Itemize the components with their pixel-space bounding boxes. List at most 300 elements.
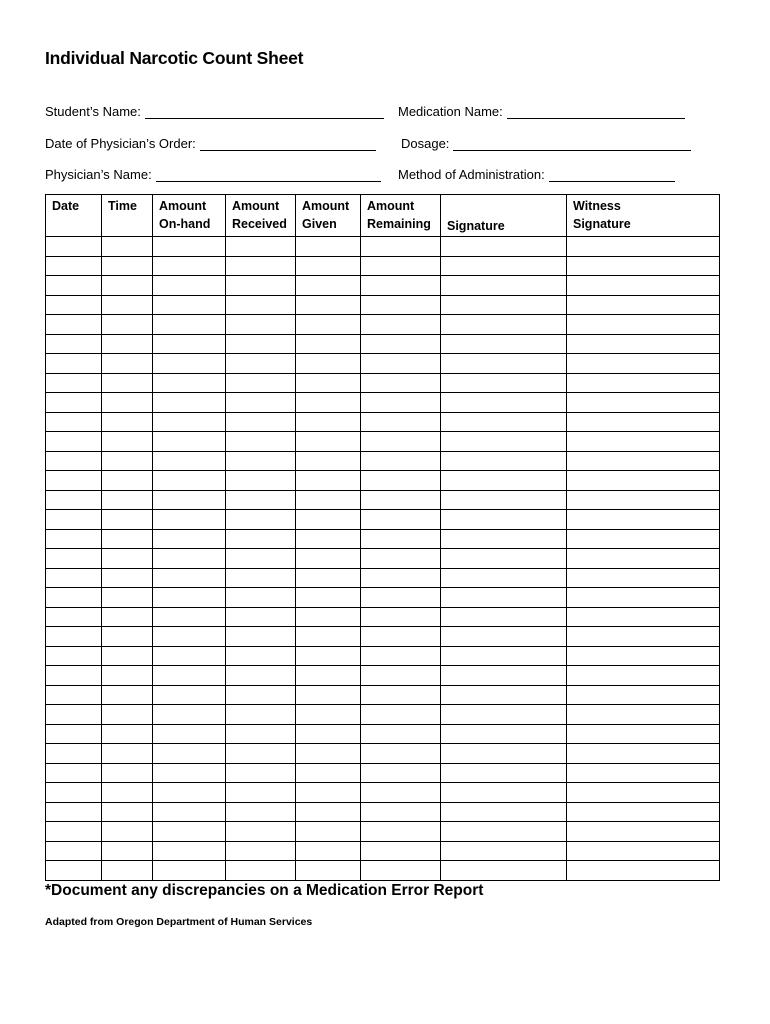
cell-amount-given[interactable] [296, 471, 361, 491]
cell-signature[interactable] [441, 841, 567, 861]
cell-date[interactable] [46, 432, 102, 452]
cell-amount-given[interactable] [296, 490, 361, 510]
cell-amount-given[interactable] [296, 315, 361, 335]
cell-amount-received[interactable] [226, 373, 296, 393]
cell-witness-signature[interactable] [567, 354, 720, 374]
cell-time[interactable] [102, 471, 153, 491]
cell-time[interactable] [102, 822, 153, 842]
cell-amount-given[interactable] [296, 373, 361, 393]
cell-time[interactable] [102, 529, 153, 549]
header-amount-given-line2: Given [302, 217, 337, 231]
cell-amount-given[interactable] [296, 510, 361, 530]
cell-amount-received[interactable] [226, 510, 296, 530]
cell-amount-remaining[interactable] [361, 276, 441, 296]
cell-date[interactable] [46, 763, 102, 783]
cell-witness-signature[interactable] [567, 705, 720, 725]
cell-signature[interactable] [441, 568, 567, 588]
cell-amount-on-hand[interactable] [153, 744, 226, 764]
cell-witness-signature[interactable] [567, 861, 720, 881]
physician-name-field[interactable] [45, 167, 381, 182]
cell-witness-signature[interactable] [567, 822, 720, 842]
cell-amount-on-hand[interactable] [153, 783, 226, 803]
cell-signature[interactable] [441, 588, 567, 608]
cell-time[interactable] [102, 237, 153, 257]
date-of-order-line[interactable] [200, 138, 376, 151]
cell-amount-given[interactable] [296, 841, 361, 861]
cell-signature[interactable] [441, 412, 567, 432]
cell-signature[interactable] [441, 685, 567, 705]
cell-time[interactable] [102, 666, 153, 686]
cell-time[interactable] [102, 354, 153, 374]
cell-amount-given[interactable] [296, 354, 361, 374]
cell-time[interactable] [102, 627, 153, 647]
cell-amount-received[interactable] [226, 256, 296, 276]
header-amount-received-line1: Amount [232, 199, 280, 213]
cell-signature[interactable] [441, 627, 567, 647]
cell-date[interactable] [46, 627, 102, 647]
cell-witness-signature[interactable] [567, 841, 720, 861]
dosage-label: Dosage: [401, 136, 450, 151]
cell-witness-signature[interactable] [567, 549, 720, 569]
cell-amount-on-hand[interactable] [153, 822, 226, 842]
cell-witness-signature[interactable] [567, 237, 720, 257]
cell-date[interactable] [46, 529, 102, 549]
cell-amount-remaining[interactable] [361, 744, 441, 764]
header-amount-remaining-line2: Remaining [367, 217, 431, 231]
cell-amount-on-hand[interactable] [153, 627, 226, 647]
cell-witness-signature[interactable] [567, 627, 720, 647]
cell-time[interactable] [102, 490, 153, 510]
cell-amount-remaining[interactable] [361, 763, 441, 783]
table-row [46, 568, 720, 588]
cell-amount-received[interactable] [226, 705, 296, 725]
cell-time[interactable] [102, 256, 153, 276]
cell-amount-remaining[interactable] [361, 861, 441, 881]
cell-amount-on-hand[interactable] [153, 510, 226, 530]
cell-signature[interactable] [441, 763, 567, 783]
cell-signature[interactable] [441, 510, 567, 530]
cell-date[interactable] [46, 471, 102, 491]
medication-name-field[interactable] [398, 104, 685, 119]
cell-time[interactable] [102, 295, 153, 315]
cell-witness-signature[interactable] [567, 666, 720, 686]
table-row [46, 295, 720, 315]
cell-amount-on-hand[interactable] [153, 412, 226, 432]
cell-signature[interactable] [441, 256, 567, 276]
cell-time[interactable] [102, 802, 153, 822]
header-signature [441, 195, 567, 237]
cell-amount-given[interactable] [296, 412, 361, 432]
cell-amount-received[interactable] [226, 861, 296, 881]
cell-signature[interactable] [441, 471, 567, 491]
cell-amount-remaining[interactable] [361, 295, 441, 315]
cell-signature[interactable] [441, 822, 567, 842]
cell-amount-on-hand[interactable] [153, 724, 226, 744]
cell-witness-signature[interactable] [567, 646, 720, 666]
cell-amount-given[interactable] [296, 685, 361, 705]
table-row [46, 334, 720, 354]
cell-time[interactable] [102, 841, 153, 861]
narcotic-count-table [45, 194, 720, 881]
cell-amount-received[interactable] [226, 744, 296, 764]
cell-amount-received[interactable] [226, 627, 296, 647]
table-row [46, 490, 720, 510]
cell-amount-received[interactable] [226, 490, 296, 510]
cell-amount-given[interactable] [296, 607, 361, 627]
cell-amount-remaining[interactable] [361, 724, 441, 744]
cell-date[interactable] [46, 783, 102, 803]
cell-amount-remaining[interactable] [361, 354, 441, 374]
cell-amount-remaining[interactable] [361, 334, 441, 354]
cell-witness-signature[interactable] [567, 685, 720, 705]
cell-amount-on-hand[interactable] [153, 354, 226, 374]
cell-amount-received[interactable] [226, 432, 296, 452]
cell-signature[interactable] [441, 490, 567, 510]
cell-amount-remaining[interactable] [361, 237, 441, 257]
cell-date[interactable] [46, 744, 102, 764]
cell-amount-on-hand[interactable] [153, 471, 226, 491]
cell-amount-remaining[interactable] [361, 841, 441, 861]
cell-amount-given[interactable] [296, 295, 361, 315]
cell-date[interactable] [46, 685, 102, 705]
cell-signature[interactable] [441, 432, 567, 452]
cell-amount-on-hand[interactable] [153, 451, 226, 471]
method-of-administration-line[interactable] [549, 169, 675, 182]
cell-amount-received[interactable] [226, 315, 296, 335]
cell-amount-remaining[interactable] [361, 588, 441, 608]
cell-amount-received[interactable] [226, 724, 296, 744]
cell-witness-signature[interactable] [567, 256, 720, 276]
header-amount-on-hand-line1: Amount [159, 199, 207, 213]
method-of-administration-field[interactable] [398, 167, 675, 182]
cell-amount-received[interactable] [226, 529, 296, 549]
cell-witness-signature[interactable] [567, 744, 720, 764]
page-title: Individual Narcotic Count Sheet [45, 48, 304, 68]
cell-time[interactable] [102, 568, 153, 588]
cell-time[interactable] [102, 549, 153, 569]
cell-amount-on-hand[interactable] [153, 841, 226, 861]
cell-amount-on-hand[interactable] [153, 646, 226, 666]
cell-amount-on-hand[interactable] [153, 490, 226, 510]
table-row [46, 627, 720, 647]
table-row [46, 802, 720, 822]
cell-amount-given[interactable] [296, 237, 361, 257]
cell-date[interactable] [46, 549, 102, 569]
cell-date[interactable] [46, 802, 102, 822]
cell-amount-on-hand[interactable] [153, 276, 226, 296]
cell-amount-received[interactable] [226, 393, 296, 413]
cell-amount-remaining[interactable] [361, 529, 441, 549]
cell-time[interactable] [102, 705, 153, 725]
cell-time[interactable] [102, 432, 153, 452]
cell-amount-received[interactable] [226, 685, 296, 705]
cell-time[interactable] [102, 373, 153, 393]
cell-signature[interactable] [441, 666, 567, 686]
cell-witness-signature[interactable] [567, 802, 720, 822]
cell-amount-received[interactable] [226, 334, 296, 354]
cell-amount-received[interactable] [226, 607, 296, 627]
cell-date[interactable] [46, 841, 102, 861]
cell-amount-remaining[interactable] [361, 666, 441, 686]
cell-date[interactable] [46, 724, 102, 744]
cell-date[interactable] [46, 451, 102, 471]
cell-amount-remaining[interactable] [361, 256, 441, 276]
cell-amount-received[interactable] [226, 646, 296, 666]
cell-time[interactable] [102, 607, 153, 627]
table-body [46, 237, 720, 881]
header-amount-on-hand [153, 195, 226, 237]
physician-name-label: Physician’s Name: [45, 167, 152, 182]
cell-witness-signature[interactable] [567, 568, 720, 588]
cell-amount-remaining[interactable] [361, 451, 441, 471]
cell-amount-given[interactable] [296, 627, 361, 647]
student-name-line[interactable] [145, 106, 384, 119]
cell-signature[interactable] [441, 295, 567, 315]
cell-amount-given[interactable] [296, 744, 361, 764]
cell-amount-on-hand[interactable] [153, 237, 226, 257]
cell-amount-on-hand[interactable] [153, 295, 226, 315]
cell-date[interactable] [46, 373, 102, 393]
cell-amount-received[interactable] [226, 471, 296, 491]
cell-amount-on-hand[interactable] [153, 588, 226, 608]
header-time [102, 195, 153, 237]
dosage-line[interactable] [453, 138, 691, 151]
cell-date[interactable] [46, 237, 102, 257]
cell-amount-on-hand[interactable] [153, 607, 226, 627]
cell-date[interactable] [46, 510, 102, 530]
cell-date[interactable] [46, 861, 102, 881]
cell-date[interactable] [46, 607, 102, 627]
cell-amount-given[interactable] [296, 549, 361, 569]
cell-time[interactable] [102, 763, 153, 783]
cell-signature[interactable] [441, 373, 567, 393]
cell-amount-given[interactable] [296, 646, 361, 666]
cell-date[interactable] [46, 256, 102, 276]
cell-signature[interactable] [441, 744, 567, 764]
table-row [46, 315, 720, 335]
cell-signature[interactable] [441, 549, 567, 569]
cell-amount-given[interactable] [296, 334, 361, 354]
cell-amount-received[interactable] [226, 802, 296, 822]
cell-amount-on-hand[interactable] [153, 685, 226, 705]
cell-date[interactable] [46, 822, 102, 842]
cell-signature[interactable] [441, 315, 567, 335]
cell-amount-remaining[interactable] [361, 783, 441, 803]
cell-time[interactable] [102, 744, 153, 764]
cell-witness-signature[interactable] [567, 490, 720, 510]
cell-witness-signature[interactable] [567, 432, 720, 452]
cell-amount-received[interactable] [226, 822, 296, 842]
cell-amount-on-hand[interactable] [153, 705, 226, 725]
cell-amount-given[interactable] [296, 763, 361, 783]
cell-date[interactable] [46, 295, 102, 315]
cell-amount-remaining[interactable] [361, 393, 441, 413]
cell-amount-on-hand[interactable] [153, 802, 226, 822]
cell-amount-received[interactable] [226, 276, 296, 296]
cell-witness-signature[interactable] [567, 295, 720, 315]
cell-amount-remaining[interactable] [361, 432, 441, 452]
cell-amount-on-hand[interactable] [153, 861, 226, 881]
cell-amount-on-hand[interactable] [153, 568, 226, 588]
cell-amount-received[interactable] [226, 412, 296, 432]
table-row [46, 685, 720, 705]
cell-witness-signature[interactable] [567, 393, 720, 413]
cell-amount-given[interactable] [296, 588, 361, 608]
cell-signature[interactable] [441, 802, 567, 822]
cell-amount-remaining[interactable] [361, 490, 441, 510]
cell-witness-signature[interactable] [567, 334, 720, 354]
cell-signature[interactable] [441, 724, 567, 744]
cell-time[interactable] [102, 510, 153, 530]
cell-date[interactable] [46, 412, 102, 432]
cell-time[interactable] [102, 646, 153, 666]
cell-time[interactable] [102, 588, 153, 608]
cell-signature[interactable] [441, 861, 567, 881]
cell-witness-signature[interactable] [567, 276, 720, 296]
cell-time[interactable] [102, 412, 153, 432]
cell-signature[interactable] [441, 607, 567, 627]
cell-amount-given[interactable] [296, 393, 361, 413]
cell-amount-received[interactable] [226, 237, 296, 257]
cell-amount-received[interactable] [226, 354, 296, 374]
cell-witness-signature[interactable] [567, 724, 720, 744]
cell-time[interactable] [102, 685, 153, 705]
cell-amount-received[interactable] [226, 295, 296, 315]
cell-witness-signature[interactable] [567, 588, 720, 608]
cell-amount-given[interactable] [296, 568, 361, 588]
cell-amount-remaining[interactable] [361, 607, 441, 627]
cell-amount-on-hand[interactable] [153, 549, 226, 569]
medication-name-line[interactable] [507, 106, 685, 119]
cell-amount-on-hand[interactable] [153, 393, 226, 413]
cell-witness-signature[interactable] [567, 763, 720, 783]
physician-name-line[interactable] [156, 169, 381, 182]
cell-amount-received[interactable] [226, 666, 296, 686]
cell-amount-on-hand[interactable] [153, 666, 226, 686]
cell-time[interactable] [102, 315, 153, 335]
cell-amount-given[interactable] [296, 529, 361, 549]
cell-witness-signature[interactable] [567, 783, 720, 803]
cell-date[interactable] [46, 334, 102, 354]
cell-amount-given[interactable] [296, 802, 361, 822]
cell-amount-on-hand[interactable] [153, 334, 226, 354]
student-name-field[interactable] [45, 104, 384, 119]
date-of-order-field[interactable] [45, 136, 376, 151]
cell-witness-signature[interactable] [567, 607, 720, 627]
cell-signature[interactable] [441, 393, 567, 413]
cell-signature[interactable] [441, 334, 567, 354]
table-row [46, 666, 720, 686]
cell-date[interactable] [46, 315, 102, 335]
cell-amount-received[interactable] [226, 451, 296, 471]
cell-date[interactable] [46, 646, 102, 666]
cell-witness-signature[interactable] [567, 412, 720, 432]
dosage-field[interactable] [401, 136, 691, 151]
cell-amount-remaining[interactable] [361, 315, 441, 335]
cell-amount-received[interactable] [226, 763, 296, 783]
cell-time[interactable] [102, 334, 153, 354]
cell-date[interactable] [46, 490, 102, 510]
cell-signature[interactable] [441, 783, 567, 803]
cell-amount-remaining[interactable] [361, 549, 441, 569]
cell-amount-given[interactable] [296, 276, 361, 296]
cell-date[interactable] [46, 666, 102, 686]
cell-amount-remaining[interactable] [361, 705, 441, 725]
cell-time[interactable] [102, 393, 153, 413]
cell-signature[interactable] [441, 646, 567, 666]
cell-amount-given[interactable] [296, 432, 361, 452]
cell-amount-received[interactable] [226, 549, 296, 569]
cell-amount-remaining[interactable] [361, 510, 441, 530]
cell-signature[interactable] [441, 451, 567, 471]
cell-amount-given[interactable] [296, 861, 361, 881]
cell-amount-remaining[interactable] [361, 471, 441, 491]
cell-amount-given[interactable] [296, 705, 361, 725]
cell-amount-received[interactable] [226, 783, 296, 803]
cell-amount-given[interactable] [296, 783, 361, 803]
cell-date[interactable] [46, 276, 102, 296]
cell-amount-given[interactable] [296, 724, 361, 744]
cell-date[interactable] [46, 393, 102, 413]
cell-signature[interactable] [441, 276, 567, 296]
cell-amount-on-hand[interactable] [153, 529, 226, 549]
cell-witness-signature[interactable] [567, 471, 720, 491]
cell-witness-signature[interactable] [567, 373, 720, 393]
cell-amount-given[interactable] [296, 666, 361, 686]
cell-amount-remaining[interactable] [361, 412, 441, 432]
cell-amount-on-hand[interactable] [153, 256, 226, 276]
header-date-label: Date [52, 199, 80, 213]
cell-amount-remaining[interactable] [361, 822, 441, 842]
cell-witness-signature[interactable] [567, 451, 720, 471]
cell-amount-received[interactable] [226, 568, 296, 588]
cell-time[interactable] [102, 861, 153, 881]
cell-amount-given[interactable] [296, 451, 361, 471]
cell-amount-remaining[interactable] [361, 627, 441, 647]
table-row [46, 237, 720, 257]
cell-amount-received[interactable] [226, 841, 296, 861]
cell-amount-on-hand[interactable] [153, 432, 226, 452]
cell-witness-signature[interactable] [567, 529, 720, 549]
cell-date[interactable] [46, 568, 102, 588]
cell-amount-remaining[interactable] [361, 568, 441, 588]
cell-time[interactable] [102, 276, 153, 296]
cell-time[interactable] [102, 783, 153, 803]
cell-time[interactable] [102, 724, 153, 744]
cell-amount-received[interactable] [226, 588, 296, 608]
cell-witness-signature[interactable] [567, 315, 720, 335]
cell-witness-signature[interactable] [567, 510, 720, 530]
cell-amount-remaining[interactable] [361, 685, 441, 705]
cell-amount-remaining[interactable] [361, 802, 441, 822]
cell-amount-on-hand[interactable] [153, 315, 226, 335]
cell-amount-given[interactable] [296, 822, 361, 842]
cell-amount-on-hand[interactable] [153, 373, 226, 393]
cell-amount-remaining[interactable] [361, 373, 441, 393]
header-signature-label: Signature [447, 219, 505, 233]
cell-date[interactable] [46, 705, 102, 725]
cell-signature[interactable] [441, 354, 567, 374]
cell-amount-given[interactable] [296, 256, 361, 276]
cell-signature[interactable] [441, 529, 567, 549]
cell-date[interactable] [46, 588, 102, 608]
cell-signature[interactable] [441, 705, 567, 725]
cell-time[interactable] [102, 451, 153, 471]
cell-amount-on-hand[interactable] [153, 763, 226, 783]
cell-amount-remaining[interactable] [361, 646, 441, 666]
cell-signature[interactable] [441, 237, 567, 257]
cell-date[interactable] [46, 354, 102, 374]
